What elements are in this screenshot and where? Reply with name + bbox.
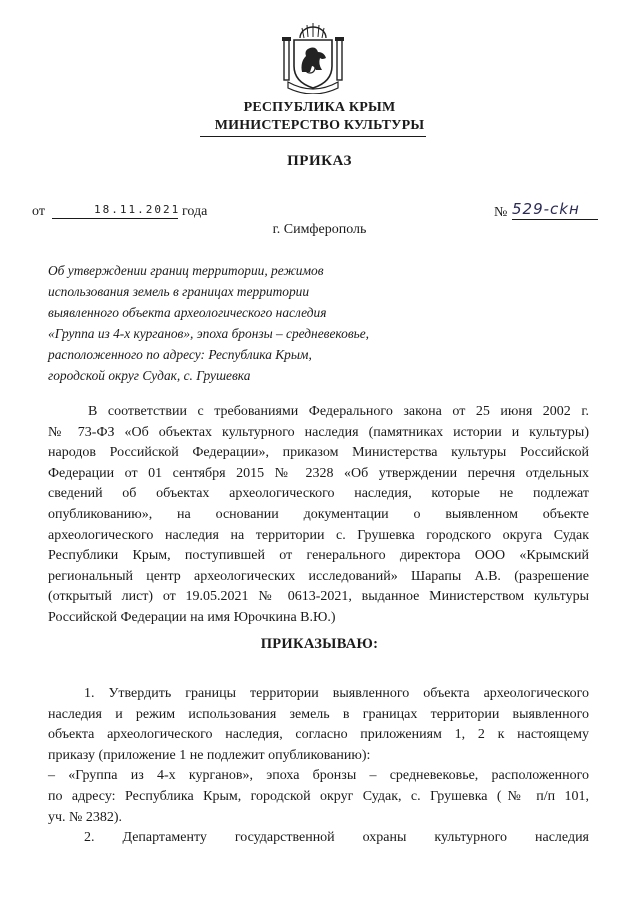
subject-line: Об утверждении границ территории, режимов xyxy=(48,263,324,278)
subject-line: «Группа из 4-х курганов», эпоха бронзы – средневековье, xyxy=(48,326,370,341)
document-type-title: ПРИКАЗ xyxy=(287,153,352,169)
preamble-line: Российской Федерации на имя Юрочкина В.Ю.) xyxy=(48,609,336,625)
subject-line: использования земель в границах территории xyxy=(48,284,310,299)
issue-city: г. Симферополь xyxy=(272,222,367,237)
preamble-line: региональный центр археологических исследований» Шарапы А.В. (разрешение xyxy=(48,568,589,584)
subject-line: расположенного по адресу: Республика Крым, xyxy=(48,347,312,362)
preamble-line: опубликованию», на основании документации о выявленном объекте xyxy=(48,506,589,522)
number-prefix: № xyxy=(494,205,508,220)
org-name-republic: РЕСПУБЛИКА КРЫМ xyxy=(243,100,396,115)
preamble-paragraph xyxy=(48,402,589,629)
date-suffix: года xyxy=(182,204,208,219)
order-number-handwritten: 529-ckн xyxy=(512,200,580,218)
order-subject xyxy=(48,260,428,386)
item-1-line: 1. Утвердить границы территории выявленного объекта археологического xyxy=(84,686,589,701)
subject-line: выявленного объекта археологического наследия xyxy=(48,305,327,320)
crimea-coat-of-arms-icon xyxy=(282,22,344,94)
item-2-line: 2. Департаменту государственной охраны культурного наследия xyxy=(84,830,589,846)
preamble-line: В соответствии с требованиями Федерального закона от 25 июня 2002 г. xyxy=(88,404,589,419)
preamble-line: Федерации от 01 сентября 2015 № 2328 «Об утверждении перечня отдельных xyxy=(48,465,589,481)
preamble-line: сведений об объектах археологического наследия, которые не подлежат xyxy=(48,486,589,502)
item-1-line: наследия и режим использования земель в границах территории выявленного xyxy=(48,706,589,722)
preamble-line: № 73-ФЗ «Об объектах культурного наследия (памятниках истории и культуры) xyxy=(48,424,589,440)
date-value: 18.11.2021 xyxy=(94,203,181,216)
subject-line: городской округ Судак, с. Грушевка xyxy=(48,368,251,383)
preamble-line: археологического наследия на территории с. Грушевка городского округа Судак xyxy=(48,527,589,543)
date-underline xyxy=(52,218,178,219)
order-items xyxy=(48,684,589,849)
item-1-line: приказу (приложение 1 не подлежит опубликованию): xyxy=(48,747,371,763)
order-directive-heading: ПРИКАЗЫВАЮ: xyxy=(260,636,379,652)
header-divider xyxy=(200,136,426,137)
preamble-line: Республики Крым, поступившей от генерального директора ООО «Крымский xyxy=(48,548,589,564)
item-1-line: по адресу: Республика Крым, городской округ Судак, с. Грушевка (№ п/п 101, xyxy=(48,788,589,804)
date-prefix: от xyxy=(32,204,45,219)
number-underline xyxy=(512,219,598,220)
item-1-line: – «Группа из 4-х курганов», эпоха бронзы – средневековье, расположенного xyxy=(48,768,589,784)
preamble-line: (открытый лист) от 19.05.2021 № 0613-2021, выданное Министерством культуры xyxy=(48,589,589,605)
preamble-line: народов Российской Федерации», приказом Министерства культуры Российской xyxy=(48,445,589,461)
item-1-line: уч. № 2382). xyxy=(48,809,123,825)
org-name-ministry: МИНИСТЕРСТВО КУЛЬТУРЫ xyxy=(214,118,425,133)
item-1-line: объекта археологического наследия, согласно приложениям 1, 2 к настоящему xyxy=(48,727,589,743)
